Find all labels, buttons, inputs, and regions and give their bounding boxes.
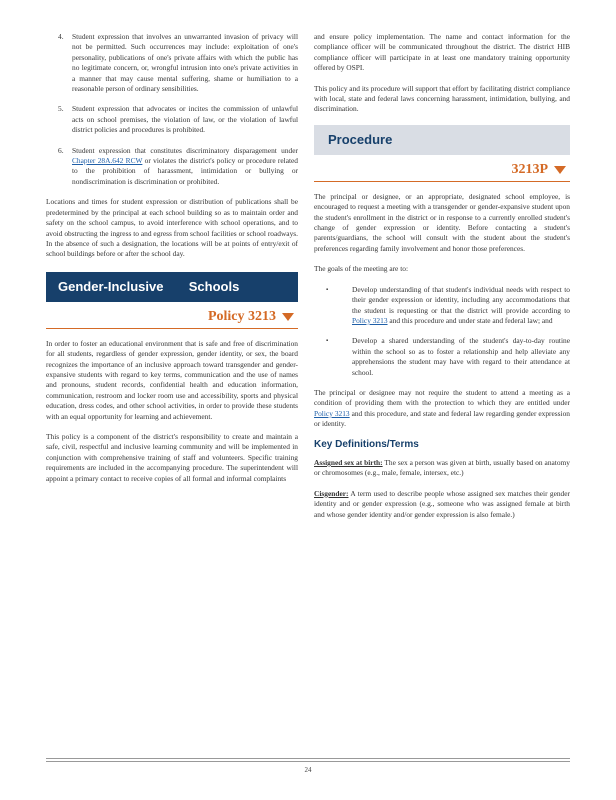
require-text-after: and this procedure, and state and federal law regarding gender expression or identity. — [314, 408, 570, 429]
definition-term: Assigned sex at birth: — [314, 457, 383, 467]
bullet-icon: ▪ — [326, 286, 329, 293]
policy-label: Policy 3213 — [207, 308, 276, 324]
list-item-4 — [46, 32, 298, 94]
procedure-banner: Procedure — [314, 125, 570, 155]
list-text-before: Student expression that constitutes discriminatory disparagement under — [72, 145, 298, 155]
triangle-down-icon — [282, 313, 294, 321]
definitions-heading: Key Definitions/Terms — [314, 438, 419, 450]
definition-assigned-sex — [314, 458, 570, 479]
left-column — [46, 32, 298, 494]
support-paragraph: This policy and its procedure will support that effort by facilitating district compliance with local, state and federal laws concerning harassment, intimidation, bullying, and discrimination. — [314, 83, 571, 114]
gender-inclusive-banner: Gender-Inclusive Schools — [46, 272, 298, 302]
goals-intro: The goals of the meeting are to: — [314, 264, 408, 274]
policy-heading — [46, 306, 298, 329]
definition-text: A term used to describe people whose assigned sex matches their gender identity and or gender expression (e.g., someone who was assigned female at birth and whose gender identity and/or gender expression is also female.) — [314, 488, 570, 519]
goal-text-after: and this procedure and under state and federal law; and — [387, 315, 553, 325]
goal-item-2 — [314, 336, 570, 378]
goal-text-before: Develop understanding of that student's individual needs with respect to their gender expression or identity, including any accommodations that the student is requesting or that the district will provide according to — [352, 284, 570, 315]
page-number: 24 — [304, 766, 312, 774]
rcw-link[interactable]: Chapter 28A.642 RCW — [72, 156, 143, 166]
list-text — [72, 146, 298, 188]
triangle-down-icon — [554, 166, 566, 174]
list-item-5 — [46, 104, 298, 135]
goal-text — [352, 285, 570, 327]
policy-paragraph-1: In order to foster an educational environment that is safe and free of discrimination for all students, regardless of gender expression, gender identity, or sex, the board recognizes the importance of an inclusive approach toward transgender and gender-expansive students with regard to key terms, communication and the use of names and pronouns, student records, confidential health and education information, communication, restroom and locker room use and accessibility, sports and physical education, dress codes, and other school activities, in order to provide these students with an equal opportunity for learning and achievement. — [46, 338, 298, 421]
right-column — [314, 32, 570, 530]
list-number: 5. — [58, 104, 64, 114]
require-paragraph — [314, 388, 570, 430]
principal-paragraph: The principal or designee, or an appropriate, designated school employee, is encouraged to request a meeting with a transgender or gender-expansive student upon the student's enrollment in the district or in response to a currently enrolled student's change of gender expression or identity. Before contacting a student's parents/guardians, the school will consult with the student about the student's preferences regarding family involvement and honor those preferences. — [314, 191, 570, 253]
bullet-icon: ▪ — [326, 338, 329, 345]
procedure-label: 3213P — [511, 161, 548, 177]
definition-text: The sex a person was given at birth, usually based on anatomy or chromosomes (e.g., male, female, intersex, etc.) — [314, 457, 570, 478]
list-text-after: or violates the district's policy or procedure related to the prohibition of harassment, intimidation or bullying or nondiscrimination is discrimination or prohibited. — [72, 156, 299, 186]
list-number: 4. — [58, 32, 64, 41]
policy-paragraph-2: This policy is a component of the district's responsibility to create and maintain a safe, civil, respectful and inclusive learning community and will be implemented in conjunction with comprehensive training of staff and volunteers. Specific training requirements are included in the accompanying procedure. The superintendent will appoint a primary contact to receive copies of all formal and informal complaints — [46, 431, 298, 483]
list-text: Student expression that involves an unwarranted invasion of privacy will not be permitted. Such occurrences may include: exploitation of one's personality, publications of one's private affairs with which the public has no legitimate concern, or, wrongful intrusion into one's private activities in a manner that may cause mental suffering, shame or humiliation to a reasonable person of ordinary sensibilities. — [72, 32, 298, 94]
definition-cisgender — [314, 489, 570, 520]
footer-rule-inner — [46, 761, 570, 762]
procedure-heading — [314, 159, 570, 182]
locations-paragraph: Locations and times for student expression or distribution of publications shall be predetermined by the principal at each school building so as to maintain order and safety on the school campus, to avoid interference with school operations, and to avoid obstructing the ingress to and egress from school facilities or school roadways. In the absence of such a designation, the locations will be at points of entry/exit of school buildings before or after the school day. — [46, 197, 298, 259]
continued-paragraph: and ensure policy implementation. The name and contact information for the compliance officer will be communicated throughout the district. The district HIB compliance officer will participate in at least one mandatory training opportunity offered by OSPI. — [314, 32, 570, 73]
list-text: Student expression that advocates or incites the commission of unlawful acts on school premises, the violation of law, or the violation of lawful district policies and procedures is prohibited. — [72, 104, 298, 135]
goal-text: Develop a shared understanding of the student's day-to-day routine within the school so as to foster a relationship and help alleviate any apprehensions the student may have with regard to their attendance at school. — [352, 336, 570, 377]
list-number: 6. — [58, 145, 64, 155]
definition-term: Cisgender: — [314, 488, 349, 498]
require-text-before: The principal or designee may not require the student to attend a meeting as a condition of providing them with the protection to which they are entitled under — [314, 387, 570, 408]
policy-link[interactable]: Policy 3213 — [314, 408, 350, 418]
footer-rule — [46, 758, 570, 762]
policy-link[interactable]: Policy 3213 — [352, 315, 388, 325]
list-item-6 — [46, 146, 298, 188]
goal-item-1 — [314, 285, 570, 327]
